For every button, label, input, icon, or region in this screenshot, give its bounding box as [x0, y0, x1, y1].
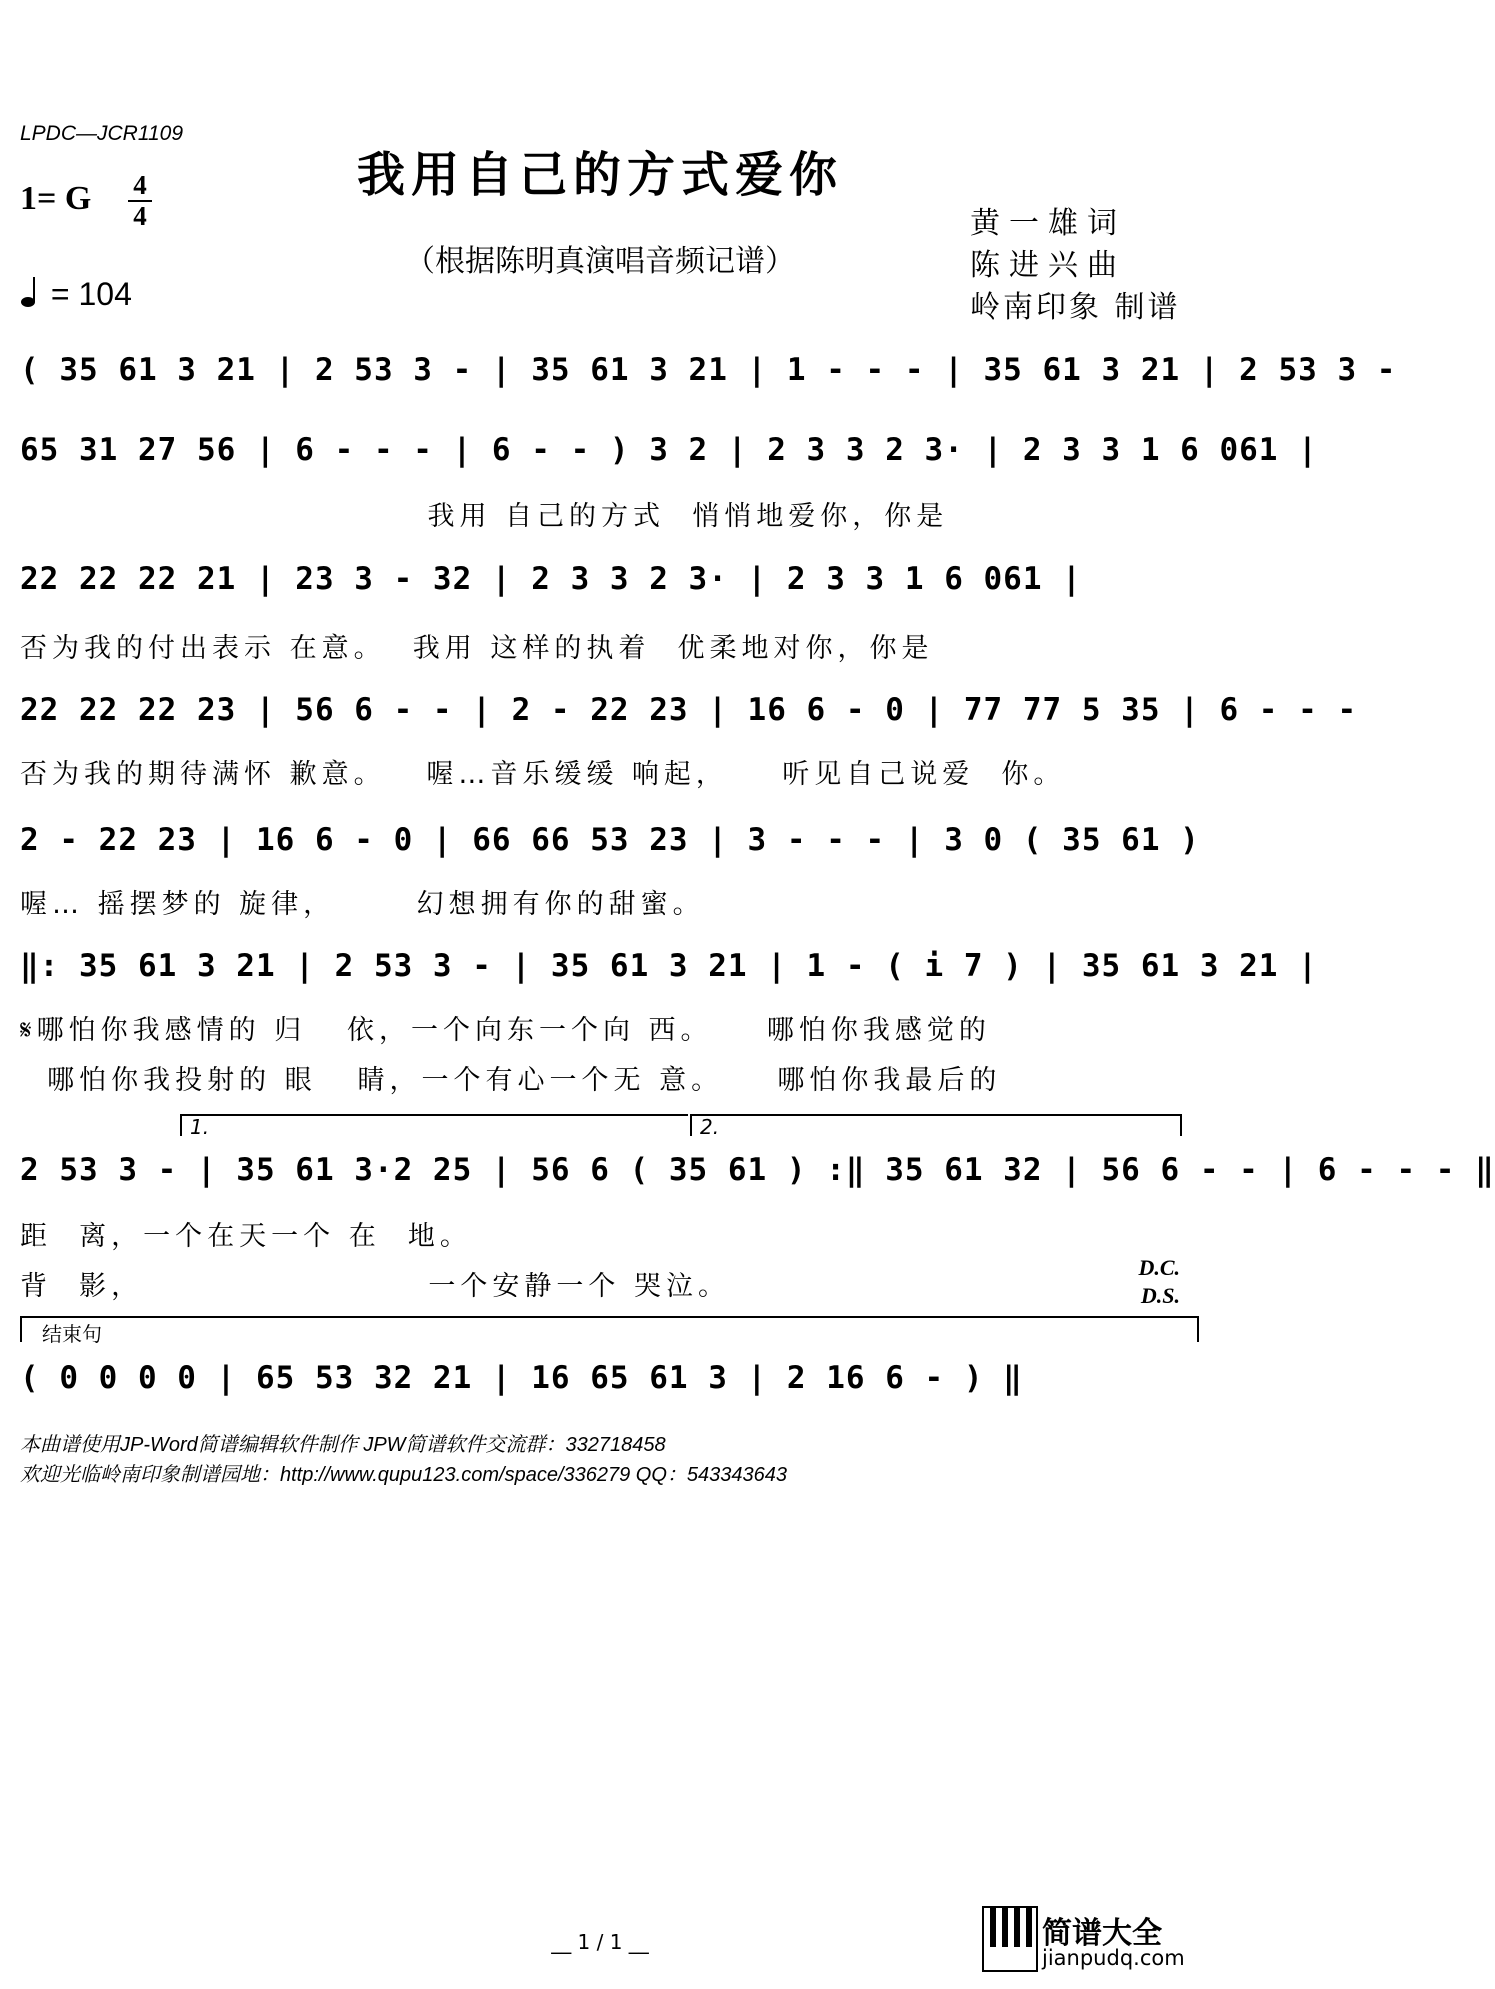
- quarter-note-icon: [20, 275, 42, 309]
- tempo-marking: [20, 275, 132, 313]
- first-ending-label: 1.: [190, 1115, 210, 1139]
- system-7-lyrics-verse-2: 背 影， 一个安静一个 哭泣。: [20, 1271, 730, 1302]
- system-6-notes: ‖: 35 61 3 21 | 2 53 3 - | 35 61 3 21 | 1 - ( i 7 ) | 35 61 3 21 |: [20, 948, 1318, 984]
- key-signature: 1= G: [20, 180, 92, 217]
- system-6-lyrics-verse-1: 𝄋哪怕你我感情的 归 依，一个向东一个向 西。 哪怕你我感觉的: [20, 1015, 991, 1046]
- system-7-lyrics-verse-1: 距 离，一个在天一个 在 地。: [20, 1221, 472, 1252]
- piano-keys-icon: [982, 1906, 1038, 1972]
- system-4-lyrics: 否为我的期待满怀 歉意。 喔…音乐缓缓 响起， 听见自己说爱 你。: [20, 759, 1066, 790]
- system-3-lyrics: 否为我的付出表示 在意。 我用 这样的执着 优柔地对你，你是: [20, 633, 934, 664]
- second-ending-bracket: [690, 1114, 1182, 1139]
- system-7-notes: 2 53 3 - | 35 61 3·2 25 | 56 6 ( 35 61 ) :‖ 35 61 32 | 56 6 - - | 6 - - - ‖: [20, 1152, 1495, 1188]
- coda-bracket: [20, 1316, 1199, 1346]
- site-logo: [982, 1906, 1192, 1976]
- arranger-credit: 岭南印象 制谱: [970, 290, 1181, 325]
- dc-marking: D.C.: [1138, 1255, 1180, 1280]
- system-2-notes: 65 31 27 56 | 6 - - - | 6 - - ) 3 2 | 2 3 3 2 3· | 2 3 3 1 6 061 |: [20, 432, 1318, 468]
- system-4-notes: 22 22 22 23 | 56 6 - - | 2 - 22 23 | 16 6 - 0 | 77 77 5 35 | 6 - - -: [20, 692, 1358, 728]
- time-bottom: 4: [133, 201, 147, 231]
- coda-notes: ( 0 0 0 0 | 65 53 32 21 | 16 65 61 3 | 2 16 6 - ) ‖: [20, 1360, 1023, 1396]
- ds-marking: D.S.: [1140, 1283, 1180, 1308]
- coda-label: 结束句: [42, 1322, 102, 1346]
- logo-text: 简谱大全: [1042, 1916, 1162, 1951]
- footer-software-note: 本曲谱使用JP-Word简谱编辑软件制作 JPW简谱软件交流群：332718458: [20, 1434, 666, 1456]
- system-1-notes: ( 35 61 3 21 | 2 53 3 - | 35 61 3 21 | 1 - - - | 35 61 3 21 | 2 53 3 -: [20, 352, 1397, 388]
- system-3-notes: 22 22 22 21 | 23 3 - 32 | 2 3 3 2 3· | 2 3 3 1 6 061 |: [20, 561, 1082, 597]
- repeat-instructions: [1138, 1254, 1180, 1310]
- subtitle: （根据陈明真演唱音频记谱）: [405, 244, 795, 279]
- song-title: 我用自己的方式爱你: [356, 147, 843, 203]
- logo-url: jianpudq.com: [1042, 1946, 1185, 1970]
- system-6-lyrics-verse-2: 哪怕你我投射的 眼 睛，一个有心一个无 意。 哪怕你我最后的: [20, 1065, 1002, 1096]
- time-top: 4: [133, 170, 147, 200]
- system-5-notes: 2 - 22 23 | 16 6 - 0 | 66 66 53 23 | 3 - - - | 3 0 ( 35 61 ): [20, 822, 1200, 858]
- tempo-value: = 104: [50, 276, 132, 312]
- time-signature: [128, 172, 152, 230]
- system-5-lyrics: 喔… 摇摆梦的 旋律， 幻想拥有你的甜蜜。: [20, 889, 705, 920]
- footer-website-note: 欢迎光临岭南印象制谱园地：http://www.qupu123.com/space/336279 QQ：543343643: [20, 1464, 788, 1486]
- lyricist-credit: 黄一雄词: [970, 206, 1126, 241]
- system-2-lyrics: 我用 自己的方式 悄悄地爱你，你是: [20, 501, 949, 532]
- second-ending-label: 2.: [700, 1115, 720, 1139]
- page-number: __ 1 / 1 __: [551, 1930, 649, 1954]
- score-code: LPDC—JCR1109: [20, 122, 184, 145]
- composer-credit: 陈进兴曲: [970, 248, 1126, 283]
- first-ending-bracket: [180, 1114, 688, 1139]
